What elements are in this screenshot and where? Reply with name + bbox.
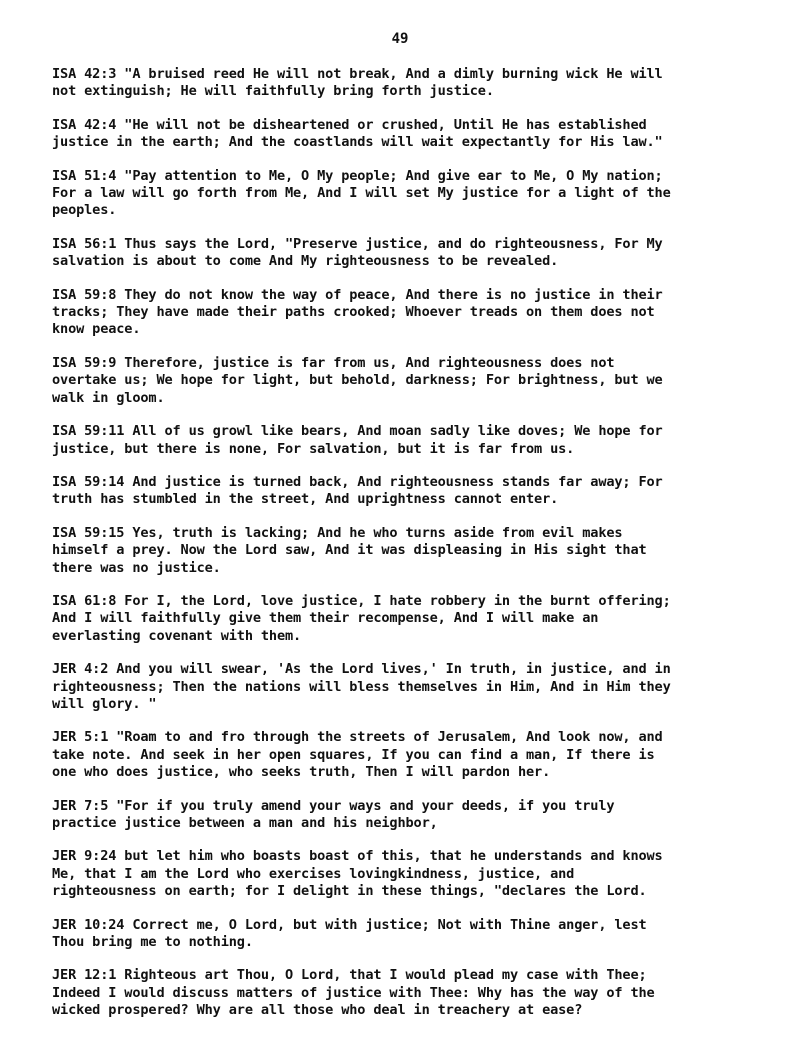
verse-line: overtake us; We hope for light, but behold, darkness; For brightness, but we <box>52 372 663 389</box>
verse-line: ISA 59:14 And justice is turned back, And righteousness stands far away; For <box>52 473 663 490</box>
verse-line: JER 10:24 Correct me, O Lord, but with justice; Not with Thine anger, lest <box>52 916 647 933</box>
verse-entry <box>52 474 772 509</box>
verse-line: practice justice between a man and his neighbor, <box>52 815 438 831</box>
verse-entry <box>52 117 772 152</box>
verse-line: ISA 59:15 Yes, truth is lacking; And he who turns aside from evil makes <box>52 524 623 541</box>
verse-line: JER 4:2 And you will swear, 'As the Lord lives,' In truth, in justice, and in <box>52 661 671 678</box>
verse-line: peoples. <box>52 202 117 219</box>
verse-entry <box>52 168 772 220</box>
verse-line: there was no justice. <box>52 559 221 576</box>
verse-line: For a law will go forth from Me, And I will set My justice for a light of the <box>52 185 671 202</box>
verse-entry <box>52 525 772 577</box>
verse-line: ISA 59:8 They do not know the way of peace, And there is no justice in their <box>52 286 663 303</box>
verse-entry <box>52 798 772 833</box>
verse-entry <box>52 236 772 271</box>
verse-line: everlasting covenant with them. <box>52 627 302 644</box>
verse-line: Indeed I would discuss matters of justice with Thee: Why has the way of the <box>52 984 655 1001</box>
verse-entry <box>52 423 772 458</box>
verse-line: JER 7:5 "For if you truly amend your ways and your deeds, if you truly <box>52 797 615 814</box>
verse-line: righteousness on earth; for I delight in these things, "declares the Lord. <box>52 883 647 900</box>
verse-entry <box>52 848 772 900</box>
verse-line: JER 9:24 but let him who boasts boast of this, that he understands and knows <box>52 848 663 865</box>
verse-line: ISA 61:8 For I, the Lord, love justice, I hate robbery in the burnt offering; <box>52 592 671 609</box>
verse-entry <box>52 355 772 407</box>
verse-entry <box>52 729 772 781</box>
verse-line: ISA 51:4 "Pay attention to Me, O My people; And give ear to Me, O My nation; <box>52 167 663 184</box>
verse-entry <box>52 917 772 952</box>
verse-line: tracks; They have made their paths crooked; Whoever treads on them does not <box>52 304 655 321</box>
verse-line: JER 12:1 Righteous art Thou, O Lord, that I would plead my case with Thee; <box>52 967 647 984</box>
verse-line: ISA 56:1 Thus says the Lord, "Preserve justice, and do righteousness, For My <box>52 235 663 252</box>
verse-line: wicked prospered? Why are all those who deal in treachery at ease? <box>52 1002 583 1019</box>
verse-line: justice, but there is none, For salvation, but it is far from us. <box>52 440 575 457</box>
verse-list <box>52 66 772 1036</box>
verse-line: ISA 42:3 "A bruised reed He will not break, And a dimly burning wick He will <box>52 66 663 82</box>
verse-line: ISA 59:11 All of us growl like bears, And moan sadly like doves; We hope for <box>52 423 663 440</box>
verse-line: walk in gloom. <box>52 389 165 406</box>
verse-line: not extinguish; He will faithfully bring forth justice. <box>52 83 494 100</box>
verse-line: salvation is about to come And My righteousness to be revealed. <box>52 253 559 270</box>
verse-entry <box>52 661 772 713</box>
page-number: 49 <box>391 31 409 47</box>
verse-line: himself a prey. Now the Lord saw, And it was displeasing in His sight that <box>52 542 647 559</box>
verse-line: ISA 59:9 Therefore, justice is far from us, And righteousness does not <box>52 354 615 371</box>
verse-line: will glory. " <box>52 695 157 712</box>
verse-line: Me, that I am the Lord who exercises lovingkindness, justice, and <box>52 865 575 882</box>
verse-line: And I will faithfully give them their recompense, And I will make an <box>52 610 599 627</box>
verse-entry <box>52 287 772 339</box>
verse-line: truth has stumbled in the street, And uprightness cannot enter. <box>52 491 559 508</box>
verse-line: ISA 42:4 "He will not be disheartened or crushed, Until He has established <box>52 116 647 133</box>
verse-line: JER 5:1 "Roam to and fro through the streets of Jerusalem, And look now, and <box>52 729 663 746</box>
verse-entry <box>52 66 772 101</box>
verse-line: Thou bring me to nothing. <box>52 934 253 951</box>
verse-line: justice in the earth; And the coastlands will wait expectantly for His law." <box>52 134 663 151</box>
verse-line: one who does justice, who seeks truth, Then I will pardon her. <box>52 764 551 781</box>
verse-line: take note. And seek in her open squares, If you can find a man, If there is <box>52 746 655 763</box>
verse-line: know peace. <box>52 321 141 338</box>
verse-entry <box>52 593 772 645</box>
verse-line: righteousness; Then the nations will bless themselves in Him, And in Him they <box>52 678 671 695</box>
verse-entry <box>52 967 772 1019</box>
